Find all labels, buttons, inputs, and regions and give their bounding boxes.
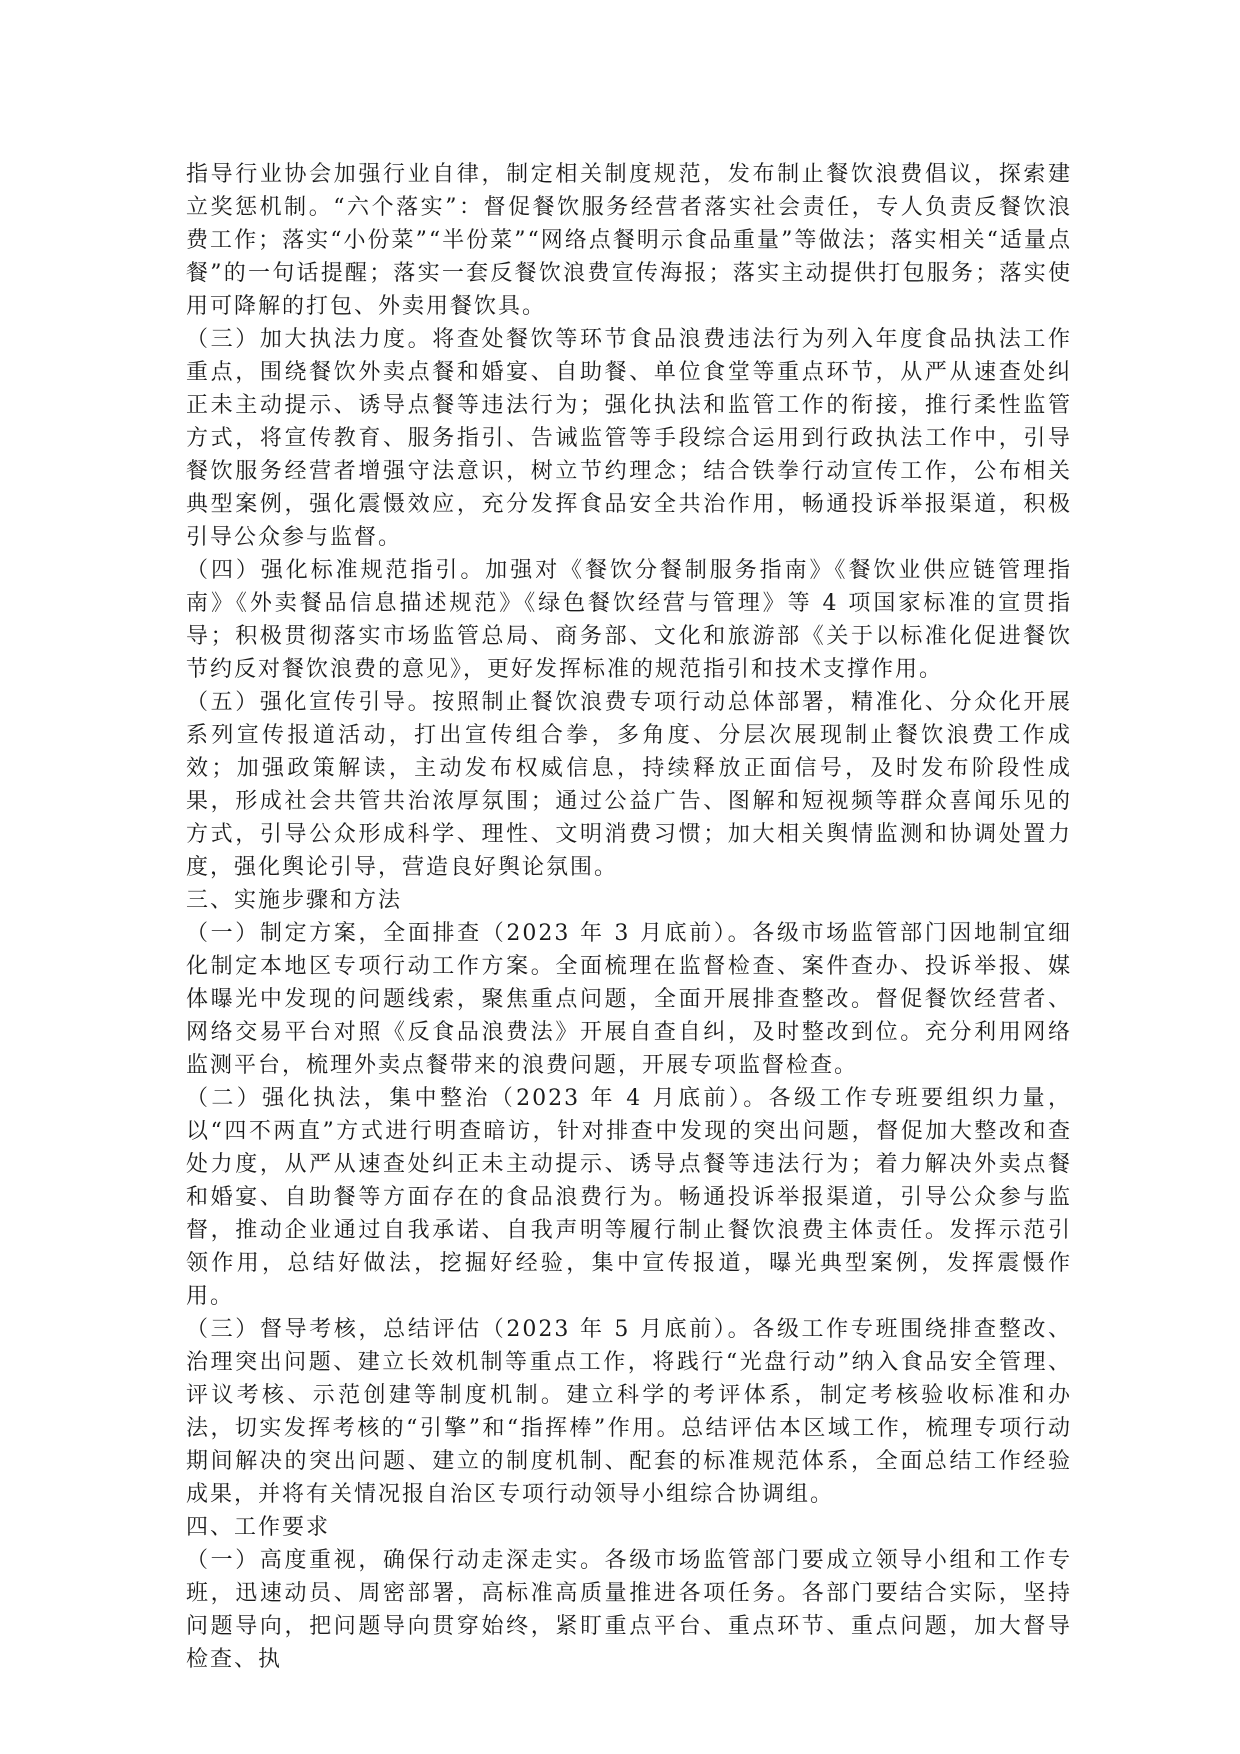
paragraph-standards: （四）强化标准规范指引。加强对《餐饮分餐制服务指南》《餐饮业供应链管理指南》《外卖餐品信息描述规范》《绿色餐饮经营与管理》等 4 项国家标准的宣贯指导；积极贯彻落实市场监管总局、商务部、文化和旅游部《关于以标准化促进餐饮节约反对餐饮浪费的意见》，更好发挥标准的规范指引和技术支撑作用。	[186, 558, 1072, 682]
paragraph-step-evaluation: （三）督导考核，总结评估（2023 年 5 月底前）。各级工作专班围绕排查整改、治理突出问题、建立长效机制等重点工作，将践行“光盘行动”纳入食品安全管理、评议考核、示范创建等制度机制。建立科学的考评体系，制定考核验收标准和办法，切实发挥考核的“引擎”和“指挥棒”作用。总结评估本区域工作，梳理专项行动期间解决的突出问题、建立的制度机制、配套的标准规范体系，全面总结工作经验成果，并将有关情况报自治区专项行动领导小组综合协调组。	[186, 1317, 1072, 1507]
document-body	[186, 158, 1072, 1676]
paragraph-publicity: （五）强化宣传引导。按照制止餐饮浪费专项行动总体部署，精准化、分众化开展系列宣传报道活动，打出宣传组合拳，多角度、分层次展现制止餐饮浪费工作成效；加强政策解读，主动发布权威信息，持续释放正面信号，及时发布阶段性成果，形成社会共管共治浓厚氛围；通过公益广告、图解和短视频等群众喜闻乐见的方式，引导公众形成科学、理性、文明消费习惯；加大相关舆情监测和协调处置力度，强化舆论引导，营造良好舆论氛围。	[186, 690, 1072, 880]
paragraph-industry-self-discipline: 指导行业协会加强行业自律，制定相关制度规范，发布制止餐饮浪费倡议，探索建立奖惩机制。“六个落实”：督促餐饮服务经营者落实社会责任，专人负责反餐饮浪费工作；落实“小份菜”“半份菜”“网络点餐明示食品重量”等做法；落实相关“适量点餐”的一句话提醒；落实一套反餐饮浪费宣传海报；落实主动提供打包服务；落实使用可降解的打包、外卖用餐饮具。	[186, 162, 1072, 319]
section-heading-implementation-steps: 三、实施步骤和方法	[186, 888, 403, 913]
paragraph-step-plan: （一）制定方案，全面排查（2023 年 3 月底前）。各级市场监管部门因地制宜细化制定本地区专项行动工作方案。全面梳理在监督检查、案件查办、投诉举报、媒体曝光中发现的问题线索，聚焦重点问题，全面开展排查整改。督促餐饮经营者、网络交易平台对照《反食品浪费法》开展自查自纠，及时整改到位。充分利用网络监测平台，梳理外卖点餐带来的浪费问题，开展专项监督检查。	[186, 921, 1072, 1078]
paragraph-step-enforcement: （二）强化执法，集中整治（2023 年 4 月底前）。各级工作专班要组织力量，以“四不两直”方式进行明查暗访，针对排查中发现的突出问题，督促加大整改和查处力度，从严从速查处纠正未主动提示、诱导点餐等违法行为；着力解决外卖点餐和婚宴、自助餐等方面存在的食品浪费行为。畅通投诉举报渠道，引导公众参与监督，推动企业通过自我承诺、自我声明等履行制止餐饮浪费主体责任。发挥示范引领作用，总结好做法，挖掘好经验，集中宣传报道，曝光典型案例，发挥震慑作用。	[186, 1086, 1072, 1309]
paragraph-requirement-attention: （一）高度重视，确保行动走深走实。各级市场监管部门要成立领导小组和工作专班，迅速动员、周密部署，高标准高质量推进各项任务。各部门要结合实际，坚持问题导向，把问题导向贯穿始终，紧盯重点平台、重点环节、重点问题，加大督导检查、执	[186, 1548, 1072, 1672]
section-heading-work-requirements: 四、工作要求	[186, 1515, 331, 1540]
paragraph-enforcement: （三）加大执法力度。将查处餐饮等环节食品浪费违法行为列入年度食品执法工作重点，围绕餐饮外卖点餐和婚宴、自助餐、单位食堂等重点环节，从严从速查处纠正未主动提示、诱导点餐等违法行为；强化执法和监管工作的衔接，推行柔性监管方式，将宣传教育、服务指引、告诫监管等手段综合运用到行政执法工作中，引导餐饮服务经营者增强守法意识，树立节约理念；结合铁拳行动宣传工作，公布相关典型案例，强化震慑效应，充分发挥食品安全共治作用，畅通投诉举报渠道，积极引导公众参与监督。	[186, 327, 1072, 550]
